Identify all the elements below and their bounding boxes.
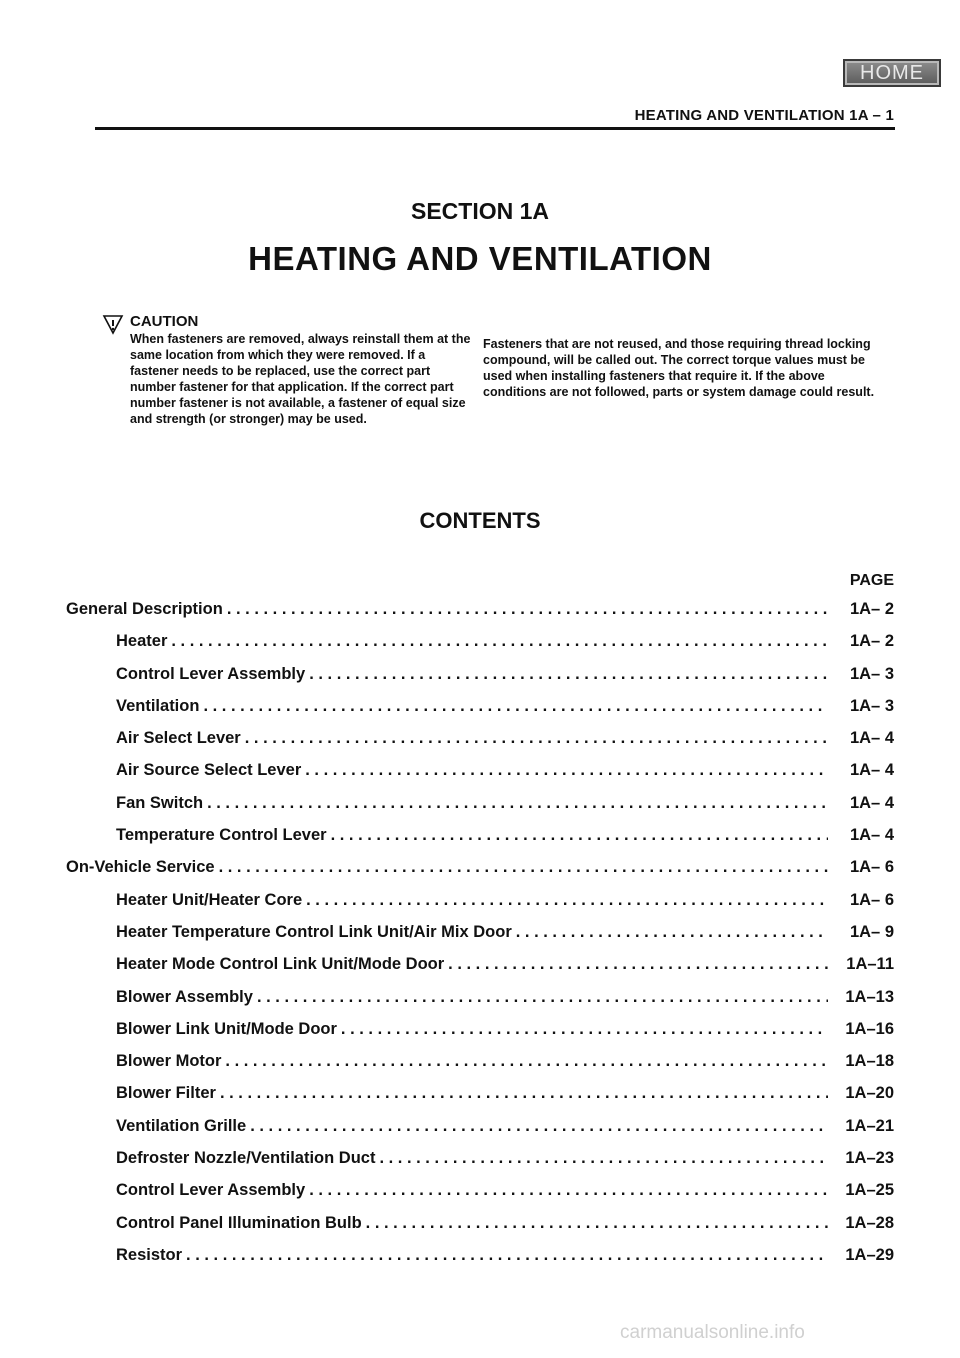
toc-leader-dots	[516, 923, 828, 942]
page-column-label: PAGE	[849, 572, 894, 589]
toc-leader-dots	[227, 600, 828, 619]
home-button[interactable]: HOME	[843, 59, 941, 87]
toc-leader-dots	[331, 826, 828, 845]
toc-entry-page: 1A–11	[846, 955, 894, 974]
toc-entry[interactable]	[66, 858, 894, 890]
toc-entry-title: On-Vehicle Service	[66, 858, 215, 877]
caution-label: CAUTION	[130, 313, 199, 330]
toc-entry[interactable]	[66, 1181, 894, 1213]
toc-entry-page: 1A– 4	[849, 826, 894, 845]
toc-leader-dots	[186, 1246, 828, 1265]
toc-entry[interactable]	[66, 988, 894, 1020]
toc-entry-page: 1A– 6	[849, 858, 894, 877]
toc-entry[interactable]	[66, 665, 894, 697]
table-of-contents	[66, 600, 894, 1278]
toc-entry-page: 1A– 3	[849, 664, 894, 683]
section-title: HEATING AND VENTILATION	[248, 240, 712, 277]
toc-entry-page: 1A– 9	[849, 922, 894, 941]
toc-entry[interactable]	[66, 1117, 894, 1149]
toc-entry[interactable]	[66, 1084, 894, 1116]
toc-entry-title: Defroster Nozzle/Ventilation Duct	[116, 1149, 376, 1168]
toc-entry-page: 1A–29	[845, 1245, 894, 1264]
toc-leader-dots	[366, 1214, 828, 1233]
header-rule	[95, 127, 895, 130]
toc-entry[interactable]	[66, 1149, 894, 1181]
toc-entry-page: 1A– 2	[849, 632, 894, 651]
toc-entry-title: Ventilation	[116, 696, 200, 715]
toc-entry-title: Blower Assembly	[116, 987, 253, 1006]
toc-entry-title: Blower Motor	[116, 1052, 222, 1071]
toc-leader-dots	[220, 1084, 828, 1103]
toc-entry[interactable]	[66, 794, 894, 826]
toc-leader-dots	[245, 729, 828, 748]
toc-entry[interactable]	[66, 761, 894, 793]
toc-entry-page: 1A–28	[845, 1213, 894, 1232]
toc-entry[interactable]	[66, 1052, 894, 1084]
toc-leader-dots	[306, 891, 828, 910]
contents-title: CONTENTS	[419, 508, 541, 533]
toc-entry-title: Blower Filter	[116, 1084, 216, 1103]
toc-entry-page: 1A– 3	[849, 696, 894, 715]
toc-entry-page: 1A– 4	[849, 761, 894, 780]
toc-entry[interactable]	[66, 1020, 894, 1052]
toc-leader-dots	[305, 761, 828, 780]
toc-entry-title: Control Panel Illumination Bulb	[116, 1213, 362, 1232]
toc-entry-title: Control Lever Assembly	[116, 1181, 306, 1200]
toc-entry-title: Air Select Lever	[116, 729, 241, 748]
toc-entry[interactable]	[66, 600, 894, 632]
toc-entry-page: 1A– 4	[849, 793, 894, 812]
caution-text-left: When fasteners are removed, always reinstall them at the same location from which they were removed. If a fastener needs to be replaced, use the correct part number fastener for that application. If the correct part number fastener is not available, a fastener of equal size and strength (or stronger) may be used.	[130, 332, 471, 426]
toc-leader-dots	[250, 1117, 828, 1136]
toc-leader-dots	[257, 988, 828, 1007]
toc-leader-dots	[309, 1181, 828, 1200]
toc-entry-title: Heater	[116, 632, 168, 651]
toc-entry[interactable]	[66, 891, 894, 923]
toc-entry[interactable]	[66, 923, 894, 955]
toc-entry-page: 1A– 6	[849, 890, 894, 909]
toc-entry-page: 1A–18	[845, 1052, 894, 1071]
toc-entry-title: Air Source Select Lever	[116, 761, 302, 780]
toc-entry-title: Control Lever Assembly	[116, 664, 306, 683]
toc-entry-page: 1A–23	[845, 1149, 894, 1168]
toc-entry-title: Resistor	[116, 1245, 183, 1264]
caution-icon	[102, 313, 124, 335]
watermark: carmanualsonline.info	[620, 1322, 805, 1343]
toc-entry-title: Heater Unit/Heater Core	[116, 890, 303, 909]
toc-entry-title: Heater Mode Control Link Unit/Mode Door	[116, 955, 445, 974]
toc-entry-page: 1A–25	[845, 1181, 894, 1200]
toc-entry-page: 1A– 2	[849, 600, 894, 618]
toc-entry-title: Fan Switch	[116, 793, 204, 812]
toc-leader-dots	[219, 858, 828, 877]
toc-leader-dots	[171, 632, 828, 651]
toc-entry-page: 1A–20	[845, 1084, 894, 1103]
toc-entry-title: Ventilation Grille	[116, 1116, 247, 1135]
toc-entry[interactable]	[66, 697, 894, 729]
toc-leader-dots	[341, 1020, 828, 1039]
toc-entry-title: Temperature Control Lever	[116, 826, 327, 845]
toc-leader-dots	[309, 665, 828, 684]
toc-leader-dots	[207, 794, 828, 813]
toc-entry-page: 1A– 4	[849, 729, 894, 748]
toc-entry[interactable]	[66, 632, 894, 664]
toc-entry[interactable]	[66, 826, 894, 858]
toc-leader-dots	[379, 1149, 828, 1168]
toc-entry[interactable]	[66, 729, 894, 761]
toc-leader-dots	[203, 697, 828, 716]
toc-leader-dots	[448, 955, 828, 974]
toc-leader-dots	[225, 1052, 828, 1071]
toc-entry[interactable]	[66, 955, 894, 987]
toc-entry-page: 1A–13	[845, 987, 894, 1006]
toc-entry-title: Heater Temperature Control Link Unit/Air Mix Door	[116, 922, 512, 941]
toc-entry-page: 1A–16	[845, 1019, 894, 1038]
toc-entry[interactable]	[66, 1214, 894, 1246]
section-number: SECTION 1A	[410, 198, 550, 224]
toc-entry-page: 1A–21	[845, 1116, 894, 1135]
toc-entry[interactable]	[66, 1246, 894, 1278]
caution-text-right: Fasteners that are not reused, and those requiring thread locking compound, will be called out. The correct torque values must be used when installing fasteners that require it. If the above conditions are not followed, parts or system damage could result.	[483, 337, 875, 399]
toc-entry-title: General Description	[66, 600, 223, 618]
running-head: HEATING AND VENTILATION 1A – 1	[634, 107, 894, 124]
toc-entry-title: Blower Link Unit/Mode Door	[116, 1019, 337, 1038]
